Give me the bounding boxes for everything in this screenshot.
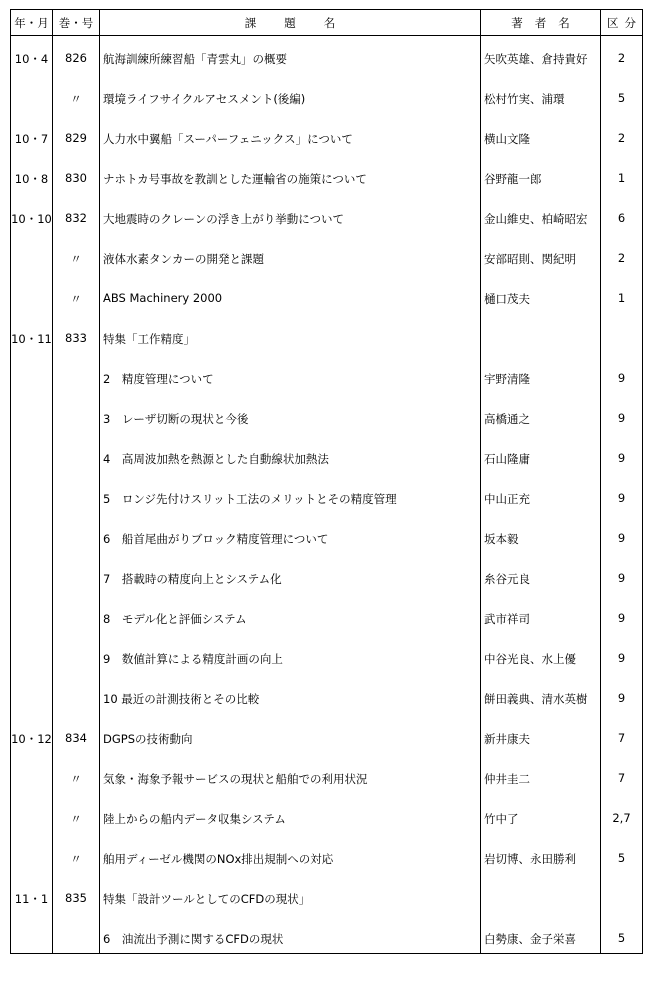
cell-volume: 〃 <box>53 84 100 124</box>
cell-year-month <box>11 404 53 444</box>
cell-title: 液体水素タンカーの開発と課題 <box>100 244 481 284</box>
header-author: 著者名 <box>481 10 601 36</box>
cell-category: 9 <box>601 364 643 404</box>
cell-author: 坂本毅 <box>481 524 601 564</box>
cell-volume: 〃 <box>53 764 100 804</box>
cell-year-month: 10・10 <box>11 204 53 244</box>
cell-title: 9 数値計算による精度計画の向上 <box>100 644 481 684</box>
cell-category: 2 <box>601 124 643 164</box>
cell-volume <box>53 364 100 404</box>
table-body <box>11 36 643 954</box>
cell-year-month: 10・7 <box>11 124 53 164</box>
cell-volume: 830 <box>53 164 100 204</box>
table-row <box>11 124 643 164</box>
table-row <box>11 684 643 724</box>
cell-volume <box>53 444 100 484</box>
cell-year-month <box>11 524 53 564</box>
cell-title: 環境ライフサイクルアセスメント(後編) <box>100 84 481 124</box>
cell-volume <box>53 524 100 564</box>
cell-title: 6 油流出予測に関するCFDの現状 <box>100 924 481 953</box>
cell-category: 9 <box>601 524 643 564</box>
cell-year-month <box>11 684 53 724</box>
cell-category: 9 <box>601 684 643 724</box>
cell-year-month <box>11 844 53 884</box>
cell-volume: 〃 <box>53 244 100 284</box>
header-year-month: 年・月 <box>11 10 53 36</box>
cell-year-month: 10・4 <box>11 44 53 84</box>
article-index-table <box>10 9 643 954</box>
cell-year-month <box>11 764 53 804</box>
table-row <box>11 724 643 764</box>
cell-category: 9 <box>601 564 643 604</box>
table-row <box>11 444 643 484</box>
cell-year-month <box>11 924 53 953</box>
cell-volume <box>53 604 100 644</box>
spacer-row <box>11 36 643 45</box>
cell-category: 2 <box>601 244 643 284</box>
cell-year-month: 10・8 <box>11 164 53 204</box>
cell-year-month: 11・1 <box>11 884 53 924</box>
cell-author: 矢吹英雄、倉持貴好 <box>481 44 601 84</box>
table-row <box>11 284 643 324</box>
cell-author <box>481 884 601 924</box>
cell-title: 特集「設計ツールとしてのCFDの現状」 <box>100 884 481 924</box>
table-row <box>11 84 643 124</box>
cell-year-month <box>11 84 53 124</box>
table-row <box>11 484 643 524</box>
cell-title: ナホトカ号事故を教訓とした運輸省の施策について <box>100 164 481 204</box>
header-category: 区分 <box>601 10 643 36</box>
cell-author: 松村竹実、浦環 <box>481 84 601 124</box>
cell-category: 7 <box>601 724 643 764</box>
cell-category: 7 <box>601 764 643 804</box>
table-row <box>11 644 643 684</box>
cell-category: 5 <box>601 844 643 884</box>
cell-author: 竹中了 <box>481 804 601 844</box>
cell-year-month <box>11 604 53 644</box>
cell-volume: 〃 <box>53 844 100 884</box>
cell-author: 岩切博、永田勝利 <box>481 844 601 884</box>
cell-category <box>601 884 643 924</box>
cell-title: 大地震時のクレーンの浮き上がり挙動について <box>100 204 481 244</box>
cell-title: 7 搭載時の精度向上とシステム化 <box>100 564 481 604</box>
table-row <box>11 364 643 404</box>
cell-title: 舶用ディーゼル機関のNOx排出規制への対応 <box>100 844 481 884</box>
cell-volume: 833 <box>53 324 100 364</box>
cell-author: 中山正充 <box>481 484 601 524</box>
cell-volume: 832 <box>53 204 100 244</box>
table-row <box>11 44 643 84</box>
cell-year-month: 10・12 <box>11 724 53 764</box>
cell-year-month: 10・11 <box>11 324 53 364</box>
header-row <box>11 10 643 36</box>
table-row <box>11 924 643 953</box>
cell-author: 横山文隆 <box>481 124 601 164</box>
cell-author: 白勢康、金子栄喜 <box>481 924 601 953</box>
cell-category <box>601 324 643 364</box>
cell-volume: 835 <box>53 884 100 924</box>
cell-volume: 834 <box>53 724 100 764</box>
cell-title: ABS Machinery 2000 <box>100 284 481 324</box>
cell-title: 3 レーザ切断の現状と今後 <box>100 404 481 444</box>
table-row <box>11 604 643 644</box>
table-row <box>11 164 643 204</box>
cell-title: 5 ロンジ先付けスリット工法のメリットとその精度管理 <box>100 484 481 524</box>
cell-year-month <box>11 564 53 604</box>
cell-year-month <box>11 444 53 484</box>
cell-category: 9 <box>601 604 643 644</box>
cell-author: 糸谷元良 <box>481 564 601 604</box>
cell-author: 石山隆庸 <box>481 444 601 484</box>
table-row <box>11 844 643 884</box>
table-row <box>11 804 643 844</box>
cell-author: 宇野清隆 <box>481 364 601 404</box>
cell-year-month <box>11 364 53 404</box>
cell-author: 谷野龍一郎 <box>481 164 601 204</box>
cell-category: 5 <box>601 924 643 953</box>
table-row <box>11 564 643 604</box>
table-row <box>11 524 643 564</box>
cell-author: 仲井圭二 <box>481 764 601 804</box>
cell-title: 気象・海象予報サービスの現状と船舶での利用状況 <box>100 764 481 804</box>
table-row <box>11 764 643 804</box>
cell-author: 安部昭則、関紀明 <box>481 244 601 284</box>
cell-title: DGPSの技術動向 <box>100 724 481 764</box>
cell-volume: 〃 <box>53 804 100 844</box>
cell-volume: 829 <box>53 124 100 164</box>
cell-year-month <box>11 284 53 324</box>
cell-category: 5 <box>601 84 643 124</box>
cell-title: 陸上からの船内データ収集システム <box>100 804 481 844</box>
cell-title: 航海訓練所練習船「青雲丸」の概要 <box>100 44 481 84</box>
header-volume: 巻・号 <box>53 10 100 36</box>
cell-category: 9 <box>601 444 643 484</box>
cell-title: 10 最近の計測技術とその比較 <box>100 684 481 724</box>
cell-author: 樋口茂夫 <box>481 284 601 324</box>
table-row <box>11 884 643 924</box>
cell-volume: 〃 <box>53 284 100 324</box>
cell-author <box>481 324 601 364</box>
cell-category: 9 <box>601 404 643 444</box>
cell-title: 特集「工作精度」 <box>100 324 481 364</box>
table-row <box>11 244 643 284</box>
cell-title: 4 高周波加熱を熱源とした自動線状加熱法 <box>100 444 481 484</box>
cell-author: 新井康夫 <box>481 724 601 764</box>
cell-title: 人力水中翼船「スーパーフェニックス」について <box>100 124 481 164</box>
cell-volume <box>53 644 100 684</box>
cell-category: 1 <box>601 284 643 324</box>
cell-author: 中谷光良、水上優 <box>481 644 601 684</box>
cell-author: 金山維史、柏崎昭宏 <box>481 204 601 244</box>
cell-volume <box>53 404 100 444</box>
cell-category: 2,7 <box>601 804 643 844</box>
cell-author: 武市祥司 <box>481 604 601 644</box>
cell-volume <box>53 484 100 524</box>
cell-title: 2 精度管理について <box>100 364 481 404</box>
cell-author: 餅田義典、清水英樹 <box>481 684 601 724</box>
cell-volume: 826 <box>53 44 100 84</box>
cell-year-month <box>11 244 53 284</box>
table-row <box>11 204 643 244</box>
cell-year-month <box>11 484 53 524</box>
cell-year-month <box>11 644 53 684</box>
cell-year-month <box>11 804 53 844</box>
table-row <box>11 324 643 364</box>
cell-category: 1 <box>601 164 643 204</box>
cell-category: 9 <box>601 484 643 524</box>
cell-volume <box>53 564 100 604</box>
cell-title: 6 船首尾曲がりブロック精度管理について <box>100 524 481 564</box>
cell-category: 2 <box>601 44 643 84</box>
header-title: 課題名 <box>100 10 481 36</box>
cell-volume <box>53 924 100 953</box>
table-row <box>11 404 643 444</box>
cell-volume <box>53 684 100 724</box>
cell-title: 8 モデル化と評価システム <box>100 604 481 644</box>
cell-author: 高橋通之 <box>481 404 601 444</box>
cell-category: 6 <box>601 204 643 244</box>
cell-category: 9 <box>601 644 643 684</box>
